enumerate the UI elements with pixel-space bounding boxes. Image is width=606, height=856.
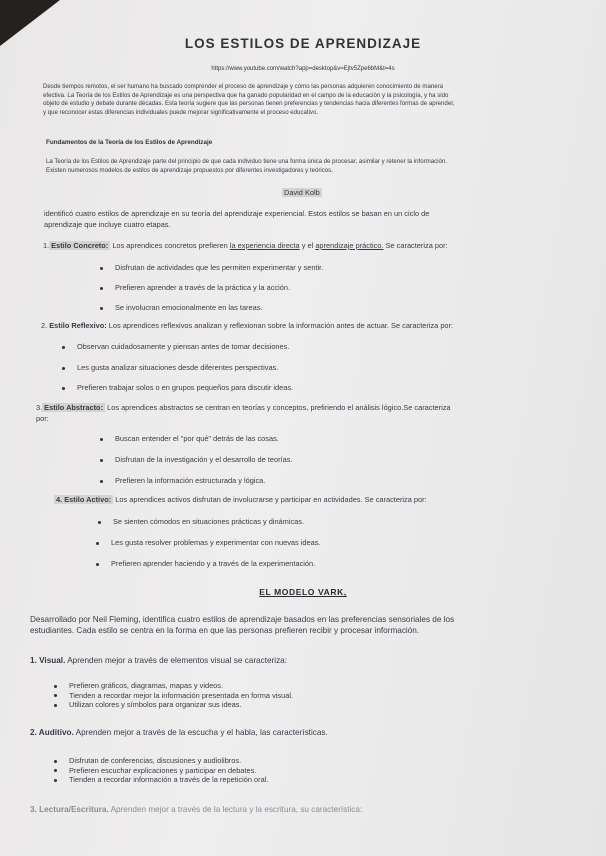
vark-auditivo-desc: Aprenden mejor a través de la escucha y el habla, las características. — [75, 728, 328, 737]
list-item-text: Tienden a recordar mejor la información presentada en forma visual. — [69, 690, 294, 700]
kolb-intro — [44, 208, 429, 230]
bullet-icon — [54, 704, 57, 707]
style-1-name: Estilo Concreto: — [51, 241, 109, 250]
bullet-icon — [62, 346, 65, 349]
list-item — [54, 756, 268, 766]
kolb-heading: David Kolb — [284, 188, 320, 197]
style-2-name: Estilo Reflexivo: — [49, 321, 107, 330]
style-4-line — [54, 495, 427, 504]
list-item-text: Disfrutan de la investigación y el desarrollo de teorías. — [115, 455, 293, 464]
list-item-text: Utilizan colores y símbolos para organizar sus ideas. — [69, 700, 242, 709]
list-item-text: Buscan entender el "por qué" detrás de las cosas. — [115, 434, 279, 443]
bullet-icon — [100, 438, 103, 441]
list-item-text: Les gusta resolver problemas y experimentar con nuevas ideas. — [111, 538, 321, 547]
style-3-number: 3. — [36, 403, 43, 412]
vark-heading — [0, 587, 606, 597]
fundamentos-paragraph — [46, 158, 447, 175]
vark-lectura-heading: 3. Lectura/Escritura. — [30, 805, 109, 814]
style-1-desc-e: Se caracteriza por: — [385, 241, 448, 250]
bullet-icon — [54, 769, 57, 772]
kolb-intro-line: identificó cuatro estilos de aprendizaje en su teoría del aprendizaje experiencial. Estos estilos se basan en un ciclo de — [44, 209, 430, 218]
vark-visual-heading: 1. Visual. — [30, 656, 66, 665]
list-item — [54, 775, 268, 785]
list-item — [100, 434, 279, 443]
list-item — [62, 383, 293, 392]
vark-lectura-desc: Aprenden mejor a través de la lectura y la escritura, su característica: — [110, 805, 363, 814]
style-4-name: Estilo Activo: — [64, 495, 112, 504]
vark-auditivo-heading: 2. Auditivo. — [30, 728, 74, 737]
page-corner-shadow — [0, 0, 60, 46]
bullet-icon — [98, 521, 101, 524]
bullet-icon — [62, 387, 65, 390]
fundamentos-heading: Fundamentos de la Teoría de los Estilos de Aprendizaje — [46, 139, 213, 146]
intro-line: efectiva. La Teoría de los Estilos de Aprendizaje es una perspectiva que ha ganado popularidad en el campo de la educación y la psicología, y ha sido — [43, 91, 449, 99]
page-title: LOS ESTILOS DE APRENDIZAJE — [184, 36, 422, 51]
style-2-desc: Los aprendices reflexivos analizan y reflexionan sobre la información antes de actuar. Se caracteriza por: — [108, 321, 454, 330]
vark-visual-desc: Aprenden mejor a través de elementos visual se caracteriza: — [67, 656, 287, 665]
list-item — [54, 700, 293, 710]
list-item — [54, 681, 293, 691]
list-item — [100, 283, 290, 292]
vark-visual-list — [54, 681, 293, 710]
bullet-icon — [54, 685, 57, 688]
style-2-line — [41, 321, 453, 330]
fundamentos-line: La Teoría de los Estilos de Aprendizaje parte del principio de que cada individuo tiene una forma única de procesar, asimilar y retener la información. — [46, 158, 447, 165]
list-item — [96, 538, 321, 547]
style-2-number: 2. — [41, 321, 48, 330]
list-item — [100, 455, 292, 464]
list-item-text: Disfrutan de conferencias, discusiones y audiolibros. — [69, 756, 242, 765]
style-4-desc: Los aprendices activos disfrutan de involucrarse y participar en actividades. Se caracteriza por: — [115, 495, 427, 504]
list-item-text: Prefieren escuchar explicaciones y participar en debates. — [69, 765, 257, 775]
kolb-intro-line: aprendizaje que incluye cuatro etapas. — [44, 220, 171, 229]
vark-lectura-line — [30, 805, 362, 814]
list-item-text: Prefieren gráficos, diagramas, mapas y videos. — [69, 681, 224, 690]
list-item — [100, 263, 323, 272]
style-3-desc-cont: por: — [36, 414, 49, 423]
bullet-icon — [54, 694, 57, 697]
vark-auditivo-list — [54, 756, 268, 785]
list-item-text: Observan cuidadosamente y piensan antes de tomar decisiones. — [77, 342, 290, 351]
style-1-line — [43, 241, 448, 250]
list-item-text: Prefieren la información estructurada y lógica. — [115, 476, 266, 485]
intro-line: Desde tiempos remotos, el ser humano ha buscado comprender el proceso de aprendizaje y cómo las personas adquieren conocimiento de manera — [43, 83, 444, 90]
vark-intro-line: Desarrollado por Neil Fleming, identifica cuatro estilos de aprendizaje basados en las preferencias sensoriales de los — [30, 615, 455, 624]
source-url: https://www.youtube.com/watch?app=desktop&v=Ejtv5Zpe6bM&t=4s — [211, 66, 395, 72]
vark-visual-line — [30, 656, 287, 665]
bullet-icon — [54, 760, 57, 763]
bullet-icon — [100, 287, 103, 290]
list-item-text: Se involucran emocionalmente en las tareas. — [115, 303, 263, 312]
list-item — [100, 476, 265, 485]
bullet-icon — [100, 267, 103, 270]
bullet-icon — [96, 563, 99, 566]
style-1-desc-c: y el — [301, 241, 314, 250]
style-3-line — [36, 403, 451, 412]
style-1-desc-d: aprendizaje práctico. — [315, 241, 384, 250]
vark-heading-text: EL MODELO VARK, — [259, 587, 347, 597]
bullet-icon — [100, 307, 103, 310]
list-item — [62, 363, 278, 372]
list-item-text: Prefieren aprender a través de la práctica y la acción. — [115, 283, 291, 292]
style-3-desc: Los aprendices abstractos se centran en teorías y conceptos, prefiriendo el análisis lógico.Se caracteriza — [107, 403, 451, 412]
list-item — [62, 342, 289, 351]
bullet-icon — [100, 480, 103, 483]
list-item — [54, 691, 293, 701]
intro-paragraph — [43, 83, 455, 117]
bullet-icon — [62, 367, 65, 370]
list-item — [100, 303, 262, 312]
list-item-text: Se sienten cómodos en situaciones prácticas y dinámicas. — [113, 517, 305, 526]
style-4-number: 4. — [56, 495, 63, 504]
intro-line: objeto de estudio y debate durante décadas. Esta teoría sugiere que las personas tienen preferencias y tendencias hacia diferentes formas de aprender, — [43, 100, 455, 108]
style-1-number: 1. — [43, 241, 50, 250]
vark-intro-line: estudiantes. Cada estilo se centra en la forma en que las personas prefieren recibir y procesar información. — [30, 626, 420, 635]
bullet-icon — [96, 542, 99, 545]
style-3-name: Estilo Abstracto: — [44, 403, 104, 412]
list-item-text: Tienden a recordar información a través de la repetición oral. — [69, 775, 269, 784]
bullet-icon — [100, 459, 103, 462]
list-item-text: Prefieren aprender haciendo y a través de la experimentación. — [111, 559, 316, 568]
list-item-text: Prefieren trabajar solos o en grupos pequeños para discutir ideas. — [77, 383, 294, 392]
list-item — [96, 559, 315, 568]
bullet-icon — [54, 779, 57, 782]
fundamentos-line: Existen numerosos modelos de estilos de aprendizaje propuestos por diferentes investigadores y teóricos. — [46, 166, 333, 174]
list-item-text: Les gusta analizar situaciones desde diferentes perspectivas. — [77, 363, 279, 372]
vark-auditivo-line — [30, 728, 328, 737]
list-item — [54, 766, 268, 776]
style-1-desc-b: la experiencia directa — [229, 241, 300, 250]
intro-line: y que reconocer estas diferencias individuales puede mejorar significativamente el proceso educativo. — [43, 108, 319, 116]
list-item-text: Disfrutan de actividades que les permiten experimentar y sentir. — [115, 263, 324, 272]
list-item — [98, 517, 304, 526]
style-1-desc-a: Los aprendices concretos prefieren — [112, 241, 228, 250]
vark-intro — [30, 614, 454, 636]
